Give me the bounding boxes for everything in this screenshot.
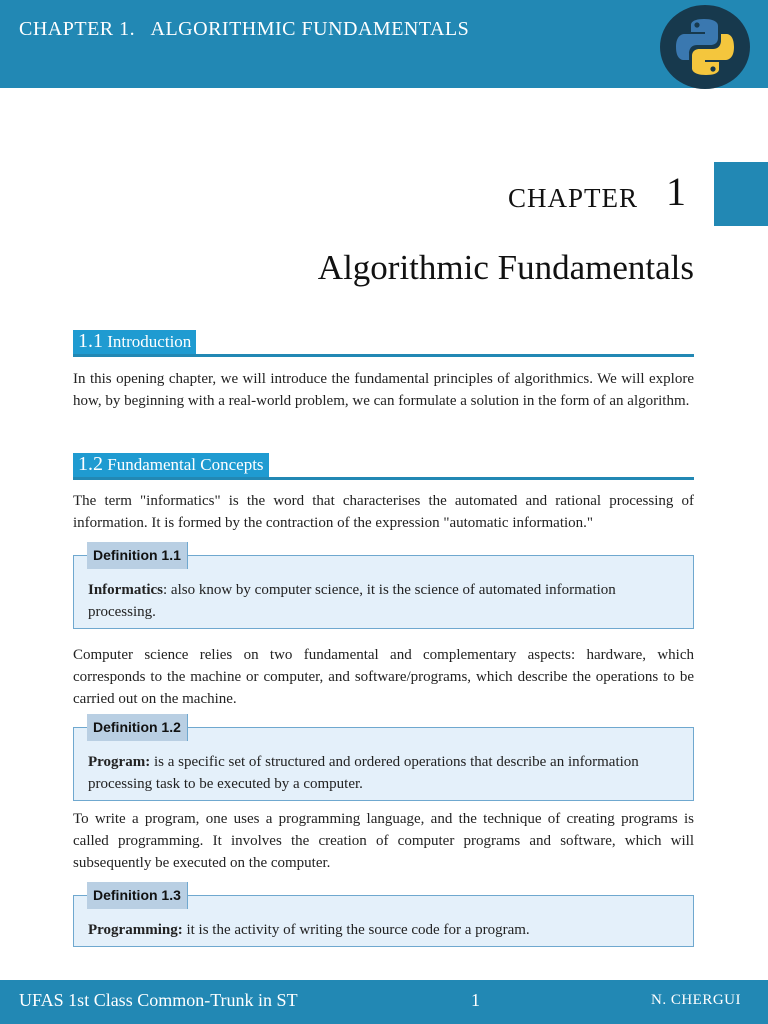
page-footer [0, 980, 768, 1024]
section-heading-fundamental-concepts [73, 453, 694, 480]
chapter-label: CHAPTER [507, 183, 638, 213]
section-heading-introduction [73, 330, 694, 357]
definition-term: Programming: [88, 922, 183, 938]
paragraph-informatics: The term "informatics" is the word that characterises the automated and rational processing of information. It is formed by the contraction of the expression "automatic information." [73, 493, 694, 531]
paragraph-programming: To write a program, one uses a programming language, and the technique of creating programs is called programming. It involves the creation of computer programs and software, which will subsequently be executed on the computer. [73, 811, 694, 871]
page-number: 1 [471, 990, 480, 1010]
running-title: CHAPTER 1. ALGORITHMIC FUNDAMENTALS [19, 18, 470, 40]
definition-text [88, 579, 681, 623]
section-label [73, 330, 196, 354]
definition-label: Definition 1.3 [87, 882, 188, 909]
section-number: 1.2 [78, 453, 103, 475]
footer-author: N. CHERGUI [651, 992, 741, 1008]
definition-body: it is the activity of writing the source code for a program. [182, 922, 530, 938]
definition-body: : also know by computer science, it is the science of automated information processing. [88, 582, 616, 620]
section-number: 1.1 [78, 330, 103, 352]
definition-label: Definition 1.1 [87, 542, 188, 569]
definition-body: is a specific set of structured and ordered operations that describe an information processing task to be executed by a computer. [88, 754, 639, 792]
python-logo-icon [660, 5, 750, 89]
chapter-number: 1 [666, 169, 686, 214]
definition-text [88, 919, 681, 941]
section-label [73, 453, 269, 477]
section-title: Fundamental Concepts [107, 455, 264, 474]
chapter-side-tab [714, 162, 768, 226]
definition-label: Definition 1.2 [87, 714, 188, 741]
paragraph-hardware-software: Computer science relies on two fundamental and complementary aspects: hardware, which corresponds to the machine or computer, and software/programs, which describe the operations to be carried out on the machine. [73, 647, 694, 707]
definition-term: Informatics [88, 582, 163, 598]
definition-term: Program: [88, 754, 151, 770]
definition-text [88, 751, 681, 795]
paragraph-intro: In this opening chapter, we will introduce the fundamental principles of algorithmics. We will explore how, by beginning with a real-world problem, we can formulate a solution in the form of an algorithm. [73, 371, 694, 409]
page-header [0, 0, 768, 88]
footer-course: UFAS 1st Class Common-Trunk in ST [19, 990, 298, 1010]
section-title: Introduction [107, 332, 192, 351]
chapter-title: Algorithmic Fundamentals [317, 248, 694, 287]
